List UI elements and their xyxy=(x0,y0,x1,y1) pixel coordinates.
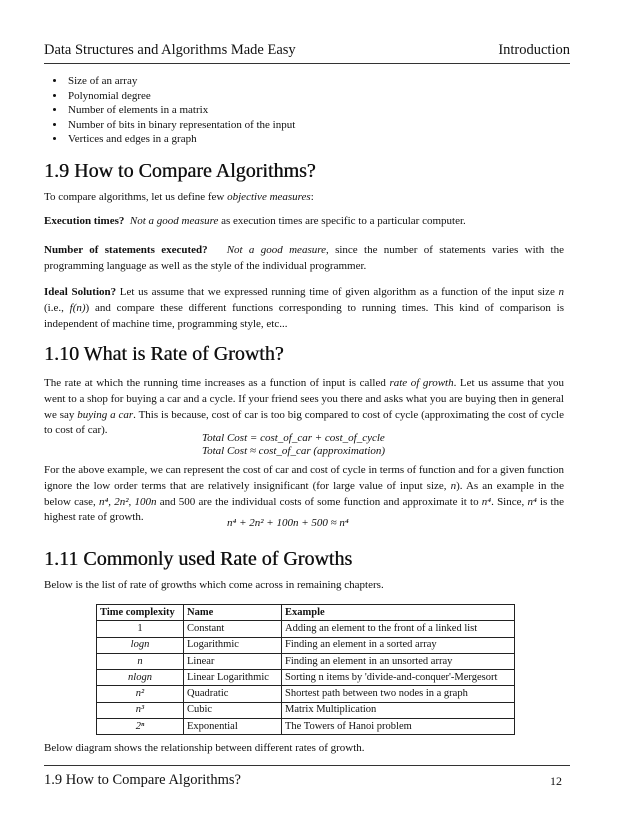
diagram-intro: Below diagram shows the relationship between different rates of growth. xyxy=(44,742,365,754)
list-item: • Vertices and edges in a graph xyxy=(66,132,295,147)
column-header: Name xyxy=(184,605,282,621)
section-heading-1-11: 1.11 Commonly used Rate of Growths xyxy=(44,548,353,570)
cell-name: Exponential xyxy=(184,719,282,735)
cell-complexity: 2ⁿ xyxy=(97,719,184,735)
cell-complexity: logn xyxy=(97,637,184,653)
compare-intro: To compare algorithms, let us define few objective measures: xyxy=(44,191,314,203)
table-row xyxy=(97,637,515,653)
cell-name: Linear xyxy=(184,653,282,669)
cell-name: Linear Logarithmic xyxy=(184,670,282,686)
equation-approximation: Total Cost ≈ cost_of_car (approximation) xyxy=(202,445,386,457)
term-statements: Number of statements executed? xyxy=(44,244,208,256)
table-row xyxy=(97,719,515,735)
growth-list-intro: Below is the list of rate of growths which come across in remaining chapters. xyxy=(44,579,384,591)
cell-complexity: nlogn xyxy=(97,670,184,686)
page-number: 12 xyxy=(550,774,562,788)
cell-complexity: n³ xyxy=(97,702,184,718)
table-row xyxy=(97,702,515,718)
equation-polynomial: n⁴ + 2n² + 100n + 500 ≈ n⁴ xyxy=(227,517,349,529)
cell-name: Logarithmic xyxy=(184,637,282,653)
running-header-title: Data Structures and Algorithms Made Easy xyxy=(44,42,296,58)
term-ideal-solution: Ideal Solution? xyxy=(44,286,117,298)
section-heading-1-9: 1.9 How to Compare Algorithms? xyxy=(44,160,316,182)
footer-rule xyxy=(44,765,570,766)
rate-of-growth-paragraph: The rate at which the running time increases as a function of input is called rate of growth. Let us assume that you went to a shop for buying a car and a cycle. If your friend sees you there and asks what you are buying then in general we say buying a car. This is because, cost of car is too big compared to cost of cycle (approximating the cost of cycle to cost of car). xyxy=(44,377,564,437)
running-footer-section: 1.9 How to Compare Algorithms? xyxy=(44,772,241,788)
table-row xyxy=(97,686,515,702)
cell-example: Finding an element in a sorted array xyxy=(282,637,515,653)
list-item: • Number of bits in binary representation of the input xyxy=(66,118,295,133)
cell-example: Sorting n items by 'divide-and-conquer'-Mergesort xyxy=(282,670,515,686)
list-item: • Polynomial degree xyxy=(66,89,295,104)
column-header: Time complexity xyxy=(97,605,184,621)
list-item: • Number of elements in a matrix xyxy=(66,103,295,118)
cell-complexity: n² xyxy=(97,686,184,702)
statements-paragraph: Number of statements executed? Not a good measure, since the number of statements varies with the programming language as well as the style of the individual programmer. xyxy=(44,244,564,272)
ideal-solution-paragraph: Ideal Solution? Let us assume that we expressed running time of given algorithm as a function of the input size n (i.e., f(n)) and compare these different functions corresponding to running times. This kind of comparison is independent of machine time, programming style, etc... xyxy=(44,286,565,330)
table-row xyxy=(97,653,515,669)
cell-example: The Towers of Hanoi problem xyxy=(282,719,515,735)
cell-example: Shortest path between two nodes in a graph xyxy=(282,686,515,702)
table-row xyxy=(97,621,515,637)
running-header-chapter: Introduction xyxy=(498,42,570,58)
cell-name: Cubic xyxy=(184,702,282,718)
header-rule xyxy=(44,63,570,64)
table-header-row xyxy=(97,605,515,621)
input-size-list xyxy=(44,74,295,147)
table-row xyxy=(97,670,515,686)
column-header: Example xyxy=(282,605,515,621)
equation-total-cost: Total Cost = cost_of_car + cost_of_cycle xyxy=(202,432,385,444)
cell-example: Adding an element to the front of a linked list xyxy=(282,621,515,637)
cell-complexity: n xyxy=(97,653,184,669)
low-order-terms-paragraph: For the above example, we can represent the cost of car and cost of cycle in terms of function and for a given function ignore the low order terms that are relatively insignificant (for large value of input size, n). As an example in the below case, n⁴, 2n², 100n and 500 are the individual costs of some function and approximate it to n⁴. Since, n⁴ is the highest rate of growth. xyxy=(44,464,565,524)
cell-name: Quadratic xyxy=(184,686,282,702)
list-item: • Size of an array xyxy=(66,74,295,89)
cell-example: Matrix Multiplication xyxy=(282,702,515,718)
cell-name: Constant xyxy=(184,621,282,637)
execution-times-paragraph: Execution times? Not a good measure as execution times are specific to a particular computer. xyxy=(44,215,466,227)
section-heading-1-10: 1.10 What is Rate of Growth? xyxy=(44,343,284,365)
term-execution-times: Execution times? xyxy=(44,215,125,227)
cell-example: Finding an element in an unsorted array xyxy=(282,653,515,669)
rate-of-growth-table xyxy=(96,604,515,735)
cell-complexity: 1 xyxy=(97,621,184,637)
